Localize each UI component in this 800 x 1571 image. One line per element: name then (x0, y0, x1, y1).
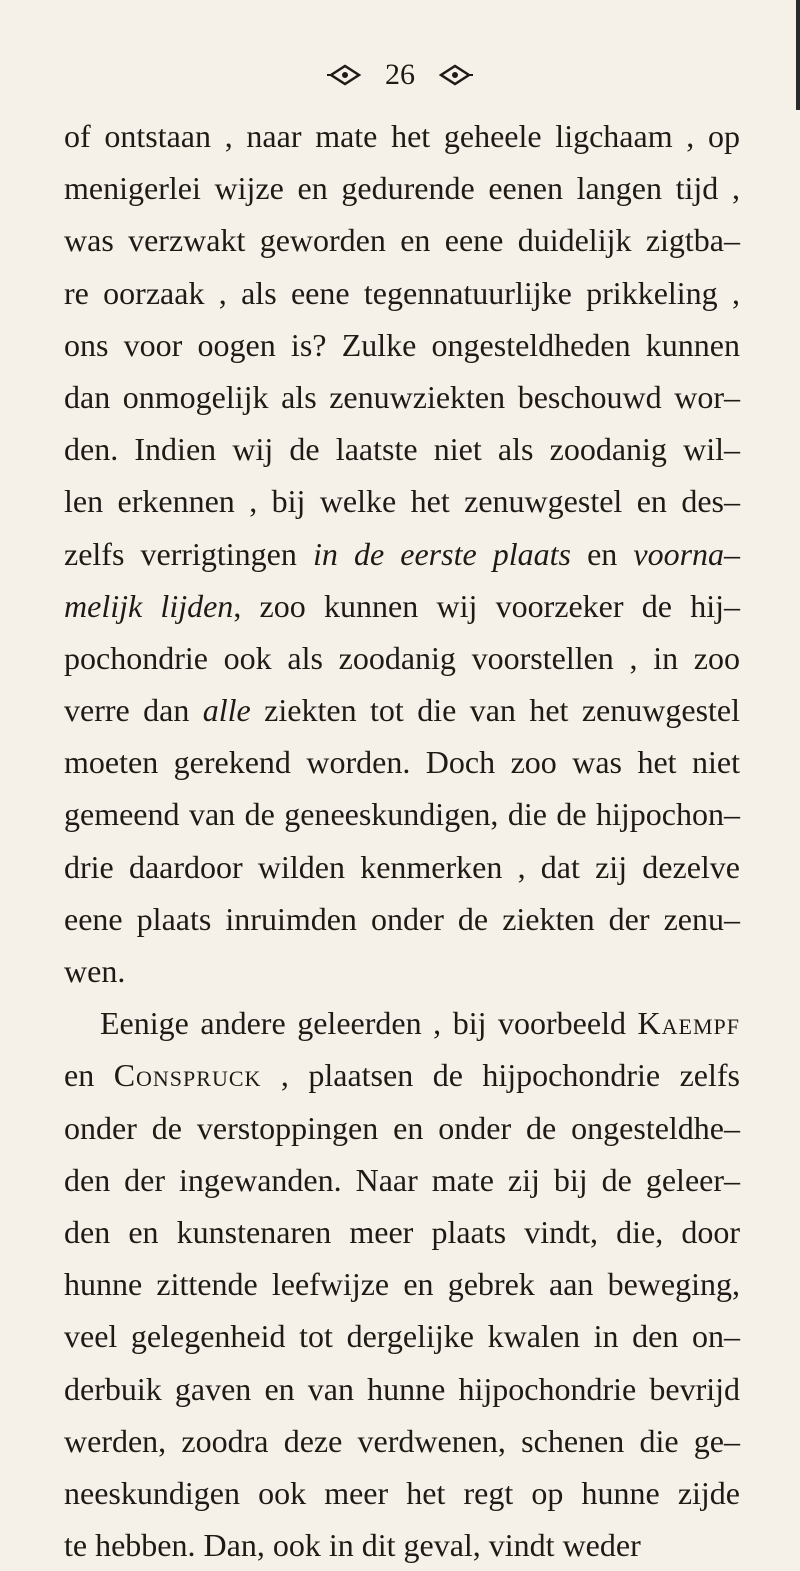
text-segment: , zoo kunnen wij voorzeker de hij– (233, 587, 741, 624)
text-line (64, 267, 740, 319)
text-segment: ziekten tot die van het zenuwgestel (250, 692, 740, 729)
text-line (64, 214, 740, 266)
text-line (64, 893, 740, 945)
text-segment: en (570, 535, 634, 572)
text-segment: of ontstaan , naar mate het geheele ligchaam , op (64, 118, 740, 154)
text-segment: en (64, 1057, 114, 1094)
text-segment: dan onmogelijk als zenuwziekten beschouwd wor– (64, 378, 740, 415)
text-segment: pochondrie ook als zoodanig voorstellen , in zoo (64, 639, 740, 676)
text-line (64, 1102, 740, 1154)
text-segment: den en kunstenaren meer plaats vindt, die, door (64, 1213, 740, 1250)
text-line (64, 319, 740, 371)
text-line (64, 1363, 740, 1415)
text-line (64, 371, 740, 423)
text-segment: onder de verstoppingen en onder de ongesteldhe– (64, 1109, 740, 1146)
text-segment: werden, zoodra deze verdwenen, schenen die ge– (64, 1422, 740, 1459)
text-segment: neeskundigen ook meer het regt op hunne zijde (64, 1474, 740, 1511)
text-line (64, 788, 740, 840)
text-line (64, 632, 740, 684)
right-ornament-icon (437, 64, 473, 86)
text-line (64, 1467, 740, 1519)
text-segment: Eenige andere geleerden , bij voorbeeld (100, 1005, 638, 1042)
text-segment: den. Indien wij de laatste niet als zoodanig wil– (64, 431, 740, 468)
text-segment: veel gelegenheid tot dergelijke kwalen in den on– (64, 1318, 740, 1355)
text-segment: wen. (64, 953, 126, 989)
text-segment: eene plaats inruimden onder de ziekten der zenu– (64, 900, 740, 937)
text-line (64, 997, 740, 1049)
page-header (0, 58, 800, 92)
page-edge (796, 0, 800, 110)
text-segment: den der ingewanden. Naar mate zij bij de geleer– (64, 1161, 740, 1198)
text-line (64, 423, 740, 475)
text-segment: ons voor oogen is? Zulke ongesteldheden kunnen (64, 326, 740, 363)
text-line (64, 162, 740, 214)
text-segment: moeten gerekend worden. Doch zoo was het niet (64, 744, 740, 781)
name-smallcaps: Kaempf (637, 1005, 740, 1042)
text-line (64, 1310, 740, 1362)
text-line (64, 684, 740, 736)
text-segment: len erkennen , bij welke het zenuwgestel en des– (64, 483, 740, 520)
body-text (64, 110, 740, 1571)
text-line (64, 475, 740, 527)
text-segment: te hebben. Dan, ook in dit geval, vindt weder (64, 1527, 641, 1564)
text-segment: zelfs verrigtingen (64, 535, 313, 572)
italic-segment: alle (202, 692, 251, 729)
text-segment: verre dan (64, 692, 203, 729)
text-line (64, 1049, 740, 1101)
text-line (64, 945, 740, 997)
text-segment: drie daardoor wilden kenmerken , dat zij dezelve (64, 848, 740, 885)
italic-segment: voorna– (633, 535, 741, 572)
text-line (64, 528, 740, 580)
text-segment: re oorzaak , als eene tegennatuurlijke prikkeling , (64, 274, 740, 311)
page-number: 26 (385, 58, 415, 91)
name-smallcaps: Conspruck (113, 1057, 262, 1094)
text-line (64, 841, 740, 893)
text-segment: , plaatsen de hijpochondrie zelfs (261, 1057, 741, 1094)
text-segment: was verzwakt geworden en eene duidelijk zigtba– (64, 222, 740, 259)
italic-segment: in de eerste plaats (312, 535, 571, 572)
text-line (64, 1206, 740, 1258)
text-line (64, 1154, 740, 1206)
text-segment: gemeend van de geneeskundigen, die de hijpochon– (64, 796, 740, 833)
text-line (64, 1415, 740, 1467)
text-line (64, 1519, 740, 1571)
text-segment: hunne zittende leefwijze en gebrek aan beweging, (64, 1266, 740, 1303)
text-line (64, 580, 740, 632)
left-ornament-icon (327, 64, 363, 86)
text-line (64, 736, 740, 788)
text-line (64, 110, 740, 162)
text-segment: menigerlei wijze en gedurende eenen langen tijd , (64, 170, 740, 207)
text-segment: derbuik gaven en van hunne hijpochondrie bevrijd (64, 1370, 740, 1407)
italic-segment: melijk lijden (64, 587, 234, 624)
text-line (64, 1258, 740, 1310)
